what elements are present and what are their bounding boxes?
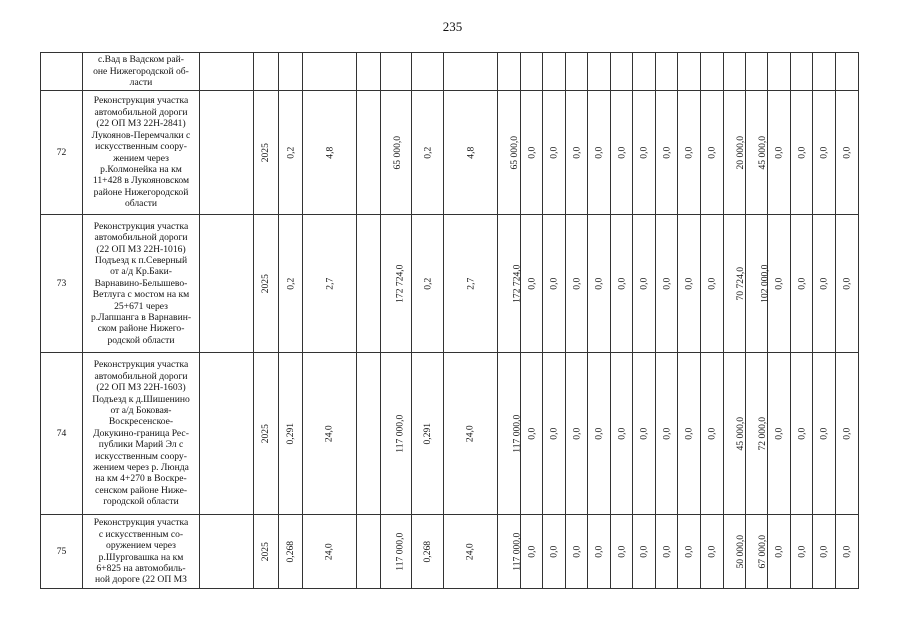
- empty-cell: [357, 53, 381, 91]
- empty-cell: [357, 515, 381, 589]
- rotated-value: 0,0: [570, 146, 582, 159]
- rotated-value: 0,0: [660, 545, 672, 558]
- rotated-value: 0,0: [615, 277, 627, 290]
- description-line: автомобильной дороги: [94, 106, 188, 118]
- value-cell: [521, 91, 543, 215]
- value-cell: [746, 91, 768, 215]
- rotated-value: 172 724,0: [394, 264, 406, 303]
- page-number: 235: [442, 19, 463, 34]
- rotated-value: 0,0: [841, 146, 853, 159]
- value-cell: [701, 353, 724, 515]
- rotated-value: 0,2: [421, 277, 433, 290]
- empty-cell: [836, 53, 859, 91]
- empty-cell: [543, 53, 566, 91]
- rotated-value: 117 000,0: [511, 414, 523, 453]
- value-cell: [611, 515, 633, 589]
- value-cell: [746, 353, 768, 515]
- table-row: [41, 91, 859, 215]
- rotated-value: 0,0: [570, 277, 582, 290]
- rotated-value: 0,0: [615, 146, 627, 159]
- rotated-value: 0,0: [593, 277, 605, 290]
- empty-cell: [791, 53, 813, 91]
- description-line: (22 ОП МЗ 22Н-1016): [96, 243, 186, 255]
- description-line: Реконструкция участка: [93, 517, 189, 529]
- rotated-value: 0,0: [525, 277, 537, 290]
- value-cell: [791, 215, 813, 353]
- empty-cell: [678, 53, 701, 91]
- value-cell: [678, 515, 701, 589]
- rotated-value: 0,0: [660, 146, 672, 159]
- rotated-value: 0,0: [548, 545, 560, 558]
- rotated-value: 45 000,0: [757, 135, 769, 170]
- rotated-value: 0,0: [615, 545, 627, 558]
- rotated-value: 0,0: [795, 545, 807, 558]
- value-cell: [412, 353, 444, 515]
- description-line: 11+428 в Лукояновском: [92, 175, 190, 187]
- rotated-value: 0,0: [525, 146, 537, 159]
- value-cell: [543, 515, 566, 589]
- rotated-value: 0,0: [706, 427, 718, 440]
- rotated-value: 0,2: [421, 146, 433, 159]
- value-cell: [303, 91, 357, 215]
- description-line: ной дороге (22 ОП МЗ: [95, 574, 187, 586]
- rotated-value: 45 000,0: [735, 416, 747, 451]
- year-cell: [254, 91, 279, 215]
- rotated-value: 0,0: [638, 545, 650, 558]
- rotated-value: 0,0: [660, 427, 672, 440]
- rotated-value: 2025: [260, 423, 272, 444]
- description-line: сенском районе Ниже-: [94, 484, 188, 496]
- value-cell: [768, 515, 791, 589]
- empty-cell: [724, 53, 746, 91]
- rotated-value: 0,0: [706, 146, 718, 159]
- rotated-value: 4,8: [323, 146, 335, 159]
- rotated-value: 0,0: [570, 427, 582, 440]
- value-cell: [656, 91, 678, 215]
- description-line: жением через: [113, 152, 169, 164]
- value-cell: [678, 353, 701, 515]
- row-number: 72: [41, 91, 83, 215]
- rotated-value: 0,0: [795, 277, 807, 290]
- rotated-value: 117 000,0: [394, 414, 406, 453]
- description-cell: [83, 515, 200, 589]
- value-cell: [656, 353, 678, 515]
- rotated-value: 0,2: [284, 146, 296, 159]
- rotated-value: 0,0: [795, 146, 807, 159]
- rotated-value: 117 000,0: [511, 532, 523, 571]
- empty-cell: [200, 515, 254, 589]
- rotated-value: 0,0: [818, 146, 830, 159]
- value-cell: [566, 215, 588, 353]
- value-cell: [633, 215, 656, 353]
- description-line: Воскресенское-: [108, 416, 174, 428]
- description-line: (22 ОП МЗ 22Н-2841): [96, 118, 186, 130]
- empty-cell: [498, 53, 521, 91]
- empty-cell: [412, 53, 444, 91]
- value-cell: [279, 91, 303, 215]
- value-cell: [813, 515, 836, 589]
- empty-cell: [521, 53, 543, 91]
- value-cell: [412, 215, 444, 353]
- rotated-value: 0,0: [818, 277, 830, 290]
- rotated-value: 0,0: [570, 545, 582, 558]
- description-cell: [83, 353, 200, 515]
- rotated-value: 2025: [260, 541, 272, 562]
- empty-cell: [444, 53, 498, 91]
- description-cell: [83, 215, 200, 353]
- empty-cell: [813, 53, 836, 91]
- empty-cell: [200, 215, 254, 353]
- value-cell: [303, 353, 357, 515]
- description-line: р.Шурговашка на км: [98, 551, 184, 563]
- empty-cell: [611, 53, 633, 91]
- description-cell: [83, 53, 200, 91]
- description-line: искусственным соору-: [95, 450, 187, 462]
- value-cell: [724, 91, 746, 215]
- value-cell: [813, 215, 836, 353]
- value-cell: [768, 215, 791, 353]
- description-line: с.Вад в Вадском рай-: [98, 54, 184, 66]
- description-line: Подъезд к п.Северный: [94, 254, 188, 266]
- description-line: от а/д Кр.Баки-: [110, 266, 172, 278]
- rotated-value: 65 000,0: [392, 135, 404, 170]
- description-line: р.Лапшанга в Варнавин-: [90, 312, 192, 324]
- rotated-value: 0,0: [615, 427, 627, 440]
- value-cell: [444, 515, 498, 589]
- value-cell: [498, 515, 521, 589]
- value-cell: [724, 353, 746, 515]
- value-cell: [791, 91, 813, 215]
- empty-cell: [200, 353, 254, 515]
- empty-cell: [357, 215, 381, 353]
- value-cell: [633, 353, 656, 515]
- value-cell: [678, 215, 701, 353]
- value-cell: [746, 215, 771, 353]
- rotated-value: 2025: [260, 273, 272, 294]
- rotated-value: 24,0: [323, 543, 335, 560]
- table-row: [41, 353, 859, 515]
- description-line: оружением через: [106, 540, 176, 552]
- value-cell: [836, 215, 859, 353]
- value-cell: [412, 515, 444, 589]
- row-number: 74: [41, 353, 83, 515]
- description-line: публики Марий Эл с: [98, 439, 184, 451]
- value-cell: [633, 515, 656, 589]
- value-cell: [543, 91, 566, 215]
- value-cell: [521, 353, 543, 515]
- value-cell: [521, 215, 543, 353]
- description-line: Докукино-граница Рес-: [93, 427, 189, 439]
- value-cell: [813, 353, 836, 515]
- rotated-value: 65 000,0: [509, 135, 521, 170]
- value-cell: [279, 215, 303, 353]
- year-cell: [254, 353, 279, 515]
- rotated-value: 0,0: [638, 427, 650, 440]
- value-cell: [633, 91, 656, 215]
- value-cell: [588, 515, 611, 589]
- value-cell: [444, 215, 498, 353]
- value-cell: [303, 215, 357, 353]
- value-cell: [656, 515, 678, 589]
- value-cell: [768, 91, 791, 215]
- rotated-value: 0,0: [683, 277, 695, 290]
- rotated-value: 0,0: [525, 545, 537, 558]
- rotated-value: 0,0: [795, 427, 807, 440]
- table-row: [41, 215, 859, 353]
- rotated-value: 20 000,0: [735, 135, 747, 170]
- description-line: жением через р. Люнда: [93, 462, 189, 474]
- rotated-value: 0,0: [773, 277, 785, 290]
- value-cell: [791, 515, 813, 589]
- rotated-value: 0,268: [421, 540, 433, 563]
- value-cell: [381, 215, 412, 353]
- row-number: 73: [41, 215, 83, 353]
- empty-cell: [701, 53, 724, 91]
- description-line: (22 ОП МЗ 22Н-1603): [96, 382, 186, 394]
- rotated-value: 0,0: [525, 427, 537, 440]
- rotated-value: 0,291: [284, 422, 296, 445]
- rotated-value: 0,0: [683, 427, 695, 440]
- rotated-value: 0,0: [593, 427, 605, 440]
- table-row: [41, 515, 859, 589]
- rotated-value: 24,0: [464, 425, 476, 442]
- value-cell: [678, 91, 701, 215]
- value-cell: [724, 515, 746, 589]
- empty-cell: [588, 53, 611, 91]
- rotated-value: 24,0: [464, 543, 476, 560]
- rotated-value: 2,7: [464, 277, 476, 290]
- value-cell: [444, 91, 498, 215]
- value-cell: [724, 215, 746, 353]
- value-cell: [588, 215, 611, 353]
- rotated-value: 0,0: [706, 277, 718, 290]
- value-cell: [791, 353, 813, 515]
- rotated-value: 0,0: [638, 277, 650, 290]
- description-line: Варнавино-Белышево-: [94, 277, 188, 289]
- value-cell: [543, 353, 566, 515]
- description-line: городской области: [103, 496, 179, 508]
- rotated-value: 172 724,0: [511, 264, 523, 303]
- empty-cell: [357, 91, 381, 215]
- value-cell: [543, 215, 566, 353]
- description-line: 25+671 через: [114, 300, 168, 312]
- value-cell: [566, 515, 588, 589]
- rotated-value: 0,0: [773, 146, 785, 159]
- rotated-value: 67 000,0: [757, 534, 769, 569]
- rotated-value: 0,291: [421, 422, 433, 445]
- value-cell: [746, 515, 768, 589]
- description-line: 6+825 на автомобиль-: [96, 562, 186, 574]
- rotated-value: 0,0: [773, 427, 785, 440]
- value-cell: [412, 91, 444, 215]
- value-cell: [611, 91, 633, 215]
- value-cell: [381, 91, 412, 215]
- description-line: Реконструкция участка: [93, 220, 189, 232]
- rotated-value: 70 724,0: [735, 266, 747, 301]
- description-line: ласти: [129, 77, 153, 89]
- data-table: [40, 52, 859, 589]
- description-line: Реконструкция участка: [93, 359, 189, 371]
- rotated-value: 24,0: [323, 425, 335, 442]
- value-cell: [566, 91, 588, 215]
- rotated-value: 0,0: [548, 427, 560, 440]
- description-line: области: [124, 198, 158, 210]
- rotated-value: 0,0: [593, 545, 605, 558]
- rotated-value: 0,0: [593, 146, 605, 159]
- description-line: на км 4+270 в Воскре-: [95, 473, 187, 485]
- year-cell: [254, 215, 279, 353]
- description-line: родской области: [107, 334, 175, 346]
- value-cell: [566, 353, 588, 515]
- value-cell: [836, 91, 859, 215]
- table-row-continuation: [41, 53, 859, 91]
- description-line: оне Нижегородской об-: [93, 65, 189, 77]
- empty-cell: [381, 53, 412, 91]
- empty-cell: [357, 353, 381, 515]
- description-cell: [83, 91, 200, 215]
- empty-cell: [254, 53, 279, 91]
- description-line: искусственным соору-: [95, 141, 187, 153]
- value-cell: [813, 91, 836, 215]
- description-line: ском районе Нижего-: [97, 323, 185, 335]
- value-cell: [279, 515, 303, 589]
- rotated-value: 0,0: [548, 277, 560, 290]
- value-cell: [498, 215, 521, 353]
- rotated-value: 0,0: [638, 146, 650, 159]
- value-cell: [611, 353, 633, 515]
- description-line: р.Колмонейка на км: [100, 163, 182, 175]
- description-line: автомобильной дороги: [94, 232, 188, 244]
- value-cell: [701, 515, 724, 589]
- rotated-value: 0,0: [660, 277, 672, 290]
- value-cell: [836, 353, 859, 515]
- description-line: Реконструкция участка: [93, 95, 189, 107]
- rotated-value: 4,8: [464, 146, 476, 159]
- rotated-value: 0,0: [841, 427, 853, 440]
- value-cell: [768, 353, 791, 515]
- value-cell: [588, 91, 611, 215]
- description-line: Подъезд к д.Шишенино: [92, 393, 190, 405]
- empty-cell: [279, 53, 303, 91]
- empty-cell: [200, 53, 254, 91]
- rotated-value: 0,0: [548, 146, 560, 159]
- empty-cell: [768, 53, 791, 91]
- description-line: от а/д Боковая-: [110, 404, 172, 416]
- value-cell: [498, 353, 521, 515]
- rotated-value: 0,268: [284, 540, 296, 563]
- value-cell: [279, 353, 303, 515]
- empty-cell: [566, 53, 588, 91]
- value-cell: [701, 215, 724, 353]
- rotated-value: 0,0: [818, 545, 830, 558]
- empty-cell: [41, 53, 83, 91]
- empty-cell: [200, 91, 254, 215]
- rotated-value: 0,0: [841, 277, 853, 290]
- rotated-value: 50 000,0: [735, 534, 747, 569]
- year-cell: [254, 515, 279, 589]
- rotated-value: 0,0: [841, 545, 853, 558]
- value-cell: [381, 515, 412, 589]
- description-line: районе Нижегородской: [93, 186, 189, 198]
- value-cell: [444, 353, 498, 515]
- rotated-value: 0,0: [683, 146, 695, 159]
- rotated-value: 2025: [260, 142, 272, 163]
- rotated-value: 0,0: [683, 545, 695, 558]
- value-cell: [521, 515, 543, 589]
- rotated-value: 0,0: [818, 427, 830, 440]
- description-line: Ветлуга с мостом на км: [92, 289, 190, 301]
- description-line: с искусственным со-: [98, 528, 184, 540]
- description-line: Лукоянов-Перемчалки с: [91, 129, 191, 141]
- rotated-value: 72 000,0: [757, 416, 769, 451]
- empty-cell: [633, 53, 656, 91]
- value-cell: [701, 91, 724, 215]
- empty-cell: [656, 53, 678, 91]
- value-cell: [656, 215, 678, 353]
- rotated-value: 0,0: [773, 545, 785, 558]
- rotated-value: 117 000,0: [394, 532, 406, 571]
- rotated-value: 2,7: [323, 277, 335, 290]
- value-cell: [381, 353, 412, 515]
- value-cell: [611, 215, 633, 353]
- value-cell: [498, 91, 521, 215]
- empty-cell: [303, 53, 357, 91]
- empty-cell: [746, 53, 768, 91]
- rotated-value: 102 000,0: [759, 264, 771, 303]
- description-line: автомобильной дороги: [94, 370, 188, 382]
- row-number: 75: [41, 515, 83, 589]
- rotated-value: 0,0: [706, 545, 718, 558]
- value-cell: [836, 515, 859, 589]
- value-cell: [303, 515, 357, 589]
- rotated-value: 0,2: [284, 277, 296, 290]
- value-cell: [588, 353, 611, 515]
